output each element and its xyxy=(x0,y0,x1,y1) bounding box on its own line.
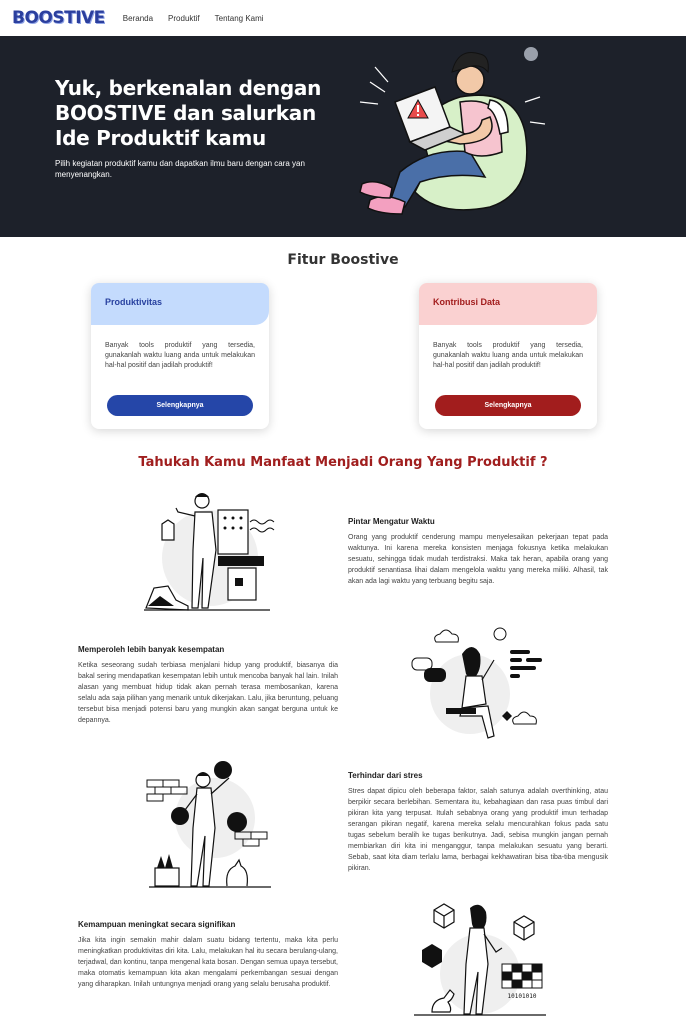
nav-links xyxy=(123,14,264,23)
feature-card-produktivitas xyxy=(91,283,269,429)
benefit-heading: Memperoleh lebih banyak kesempatan xyxy=(78,645,225,654)
benefit-text: Orang yang produktif cenderung mampu menyelesaikan pekerjaan tepat pada waktunya. Ini karena mereka konsisten menjaga fokusnya ketika melakukan sesuatu, sehingga tidak mudah terdistraksi. Maka tak heran, apabila orang yang produktif senantiasa lihai dalam mengelola waktu yang mereka miliki. Alhasil, tak akan ada lagi waktu yang terbuang begitu saja. xyxy=(348,534,608,585)
logo[interactable]: BOOSTIVE xyxy=(12,8,105,28)
binary-code-label: 10101010 xyxy=(507,993,537,1000)
benefit-heading: Terhindar dari stres xyxy=(348,771,423,780)
benefit-text: Ketika seseorang sudah terbiasa menjalani hidup yang produktif, biasanya dia bakal sering mendapatkan kesempatan lebih untuk mencoba banyak hal lain. Inilah alasan yang membuat hidup tidak akan pernah terasa membosankan, karena selalu ada saja pilihan yang menarik untuk dikerjakan. Lalu, jika beruntung, peluang tersebut bisa menjadi potensi baru yang mungkin akan sangat berguna untuk ke depannya. xyxy=(78,662,338,724)
hero-title: Yuk, berkenalan dengan BOOSTIVE dan salurkan Ide Produktif kamu xyxy=(55,76,322,150)
benefit-item-skills xyxy=(78,920,338,990)
benefit-item-opportunity xyxy=(78,645,338,726)
feature-card-kontribusi-data xyxy=(419,283,597,429)
card-heading: Kontribusi Data xyxy=(419,283,597,325)
card-text: Banyak tools produktif yang tersedia, gunakanlah waktu luang anda untuk melakukan hal-hal positif dan jadilah produktif! xyxy=(433,342,583,369)
navbar xyxy=(0,0,686,36)
nav-link-beranda[interactable]: Beranda xyxy=(122,13,154,23)
illustration-time-management xyxy=(140,488,275,613)
benefit-text: Stres dapat dipicu oleh beberapa faktor, salah satunya adalah overthinking, atau berpikir secara berlebihan. Sementara itu, kebahagiaan dan rasa puas timbul dari pikiran kita yang terpusat. Itulah sebabnya orang yang produktif imun terhadap serangan pikiran negatif, karena mereka selalu mencurahkan fokus pada satu tugas sebelum beralih ke tugas berikutnya. Jadi, sebisa mungkin jangan pernah membiarkan diri kita ini menganggur, tanpa melakukan sesuatu yang berarti. Sebab, saat kita diam terlalu lama, berbagai kekhawatiran bisa tiba-tiba mengusik pikiran. xyxy=(348,788,608,872)
hero-illustration-person-laptop xyxy=(340,42,550,232)
benefit-item-time xyxy=(348,517,608,587)
selengkapnya-button-kontribusi-data[interactable]: Selengkapnya xyxy=(435,395,581,416)
benefit-text: Jika kita ingin semakin mahir dalam suatu bidang tertentu, maka kita perlu meningkatkan produktivitas diri kita. Lalu, melakukan hal itu secara berulang-ulang, terjadwal, dan kontinu, tanpa mengenal kata bosan. Dengan semua upaya tersebut, maka otomatis kemampuan kita akan mengalami perkembangan sesuai dengan yang diharapkan. Inilah untungnya menjadi orang yang selalu berusaha produktif. xyxy=(78,937,338,988)
benefit-item-stress xyxy=(348,771,608,874)
selengkapnya-button-produktivitas[interactable]: Selengkapnya xyxy=(107,395,253,416)
features-title: Fitur Boostive xyxy=(287,252,399,268)
benefit-heading: Kemampuan meningkat secara signifikan xyxy=(78,920,236,929)
benefits-title: Tahukah Kamu Manfaat Menjadi Orang Yang Produktif ? xyxy=(138,455,548,470)
card-heading: Produktivitas xyxy=(91,283,269,325)
illustration-skills xyxy=(410,902,550,1022)
nav-link-produktif[interactable]: Produktif xyxy=(168,13,200,23)
nav-link-tentang-kami[interactable]: Tentang Kami xyxy=(214,13,264,23)
card-text: Banyak tools produktif yang tersedia, gunakanlah waktu luang anda untuk melakukan hal-hal positif dan jadilah produktif! xyxy=(105,342,255,369)
hero-section xyxy=(0,36,686,237)
benefit-heading: Pintar Mengatur Waktu xyxy=(348,517,435,526)
illustration-stress-free xyxy=(145,758,275,890)
illustration-opportunity xyxy=(410,624,550,746)
hero-subtitle: Pilih kegiatan produktif kamu dan dapatkan ilmu baru dengan cara yan menyenangkan. xyxy=(55,159,305,179)
